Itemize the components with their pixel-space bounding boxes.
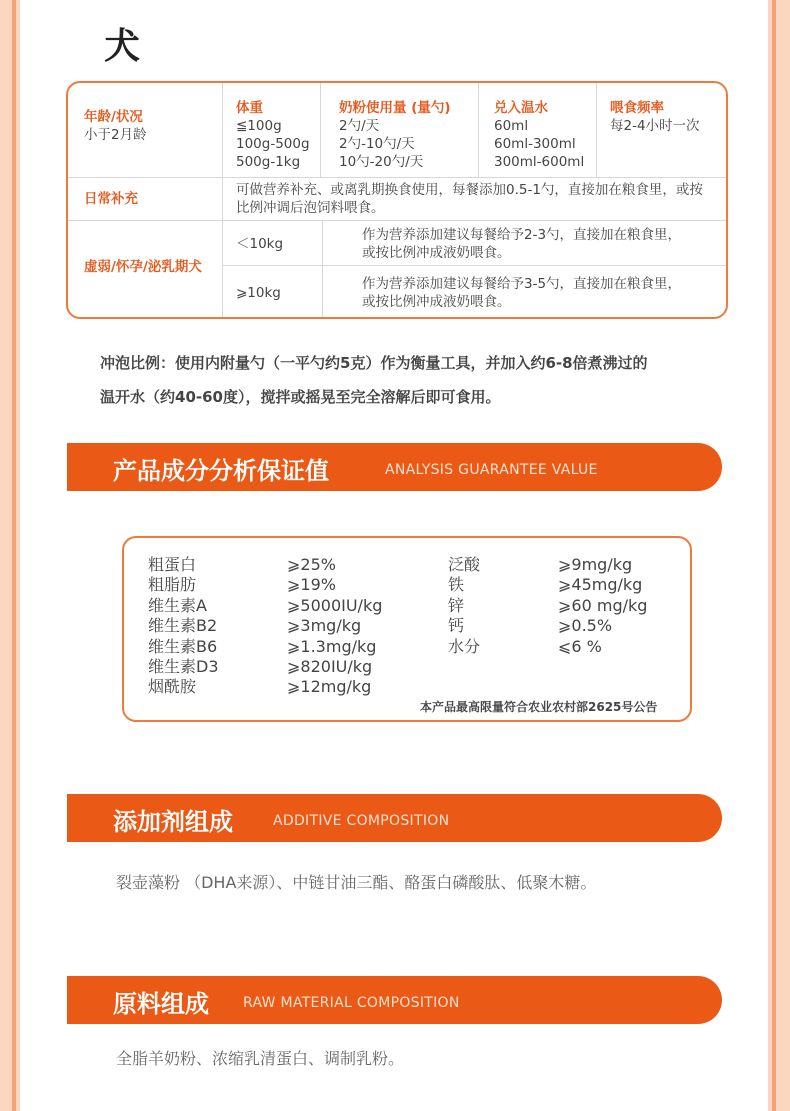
nutrient-name: 锌 xyxy=(448,595,465,615)
frequency-column xyxy=(610,99,700,135)
raw-text: 全脂羊奶粉、浓缩乳清蛋白、调制乳粉。 xyxy=(116,1049,405,1068)
nutrient-name: 维生素D3 xyxy=(148,657,219,677)
water-value: 60ml-300ml xyxy=(494,136,576,152)
raw-title-en: RAW MATERIAL COMPOSITION xyxy=(243,995,460,1011)
table-divider xyxy=(68,177,726,178)
water-value: 60ml xyxy=(494,118,529,134)
nutrient-value: ⩾5000IU/kg xyxy=(287,595,383,615)
weight-value: ≦100g xyxy=(236,118,282,134)
nutrient-value: ⩾9mg/kg xyxy=(558,555,633,574)
nutrient-value: ⩾12mg/kg xyxy=(287,677,372,697)
age-value: 小于2月龄 xyxy=(84,127,147,143)
nutrient-name: 粗蛋白 xyxy=(148,555,197,574)
nutrient-name: 泛酸 xyxy=(448,555,481,574)
nutrient-value: ⩽6 % xyxy=(558,636,602,656)
scoops-value: 2勺/天 xyxy=(339,118,380,134)
weak-under-text xyxy=(362,226,681,262)
weight-value: 100g-500g xyxy=(236,136,310,152)
analysis-right-names xyxy=(448,555,480,657)
table-divider xyxy=(322,221,323,317)
left-edge-stripe xyxy=(12,0,16,1111)
daily-label: 日常补充 xyxy=(84,191,138,207)
scoops-column xyxy=(339,99,451,171)
raw-banner xyxy=(67,976,722,1024)
weak-under-line: 作为营养添加建议每餐给予2-3勺，直接加在粮食里， xyxy=(362,227,682,243)
nutrient-value: ⩾820IU/kg xyxy=(287,657,373,677)
nutrient-name: 钙 xyxy=(448,616,465,636)
mixing-note-line: 冲泡比例：使用内附量勺（一平勺约5克）作为衡量工具，并加入约6-8倍煮沸过的 xyxy=(100,354,648,372)
nutrient-name: 烟酰胺 xyxy=(148,677,197,697)
additive-title: 添加剂组成 xyxy=(113,808,233,836)
analysis-title: 产品成分分析保证值 xyxy=(113,457,329,485)
weak-over-weight: ⩾10kg xyxy=(236,285,281,301)
header-weight: 体重 xyxy=(236,100,263,116)
analysis-banner xyxy=(67,443,722,491)
weak-over-line: 或按比例冲成液奶喂食。 xyxy=(362,294,511,310)
water-value: 300ml-600ml xyxy=(494,154,585,170)
nutrient-name: 粗脂肪 xyxy=(148,575,197,595)
nutrient-name: 维生素B2 xyxy=(148,616,218,636)
table-divider xyxy=(222,83,223,317)
weak-over-text xyxy=(362,275,681,311)
weak-under-weight: ＜10kg xyxy=(236,236,284,252)
nutrient-name: 维生素A xyxy=(148,595,207,615)
weak-under-line: 或按比例冲成液奶喂食。 xyxy=(362,245,511,261)
nutrient-name: 铁 xyxy=(448,575,465,595)
daily-line: 比例冲调后泡饲料喂食。 xyxy=(236,200,385,216)
weight-column xyxy=(236,99,310,171)
scoops-value: 2勺-10勺/天 xyxy=(339,136,415,152)
daily-line: 可做营养补充、或离乳期换食使用，每餐添加0.5-1勺，直接加在粮食里，或按 xyxy=(236,182,703,198)
frequency-value: 每2-4小时一次 xyxy=(610,118,700,134)
analysis-left-values xyxy=(287,555,382,698)
nutrient-value: ⩾1.3mg/kg xyxy=(287,636,377,656)
weak-over-line: 作为营养添加建议每餐给予3-5勺，直接加在粮食里， xyxy=(362,276,682,292)
nutrient-value: ⩾0.5% xyxy=(558,616,613,636)
analysis-title-en: ANALYSIS GUARANTEE VALUE xyxy=(385,462,598,478)
additive-banner xyxy=(67,794,722,842)
additive-text: 裂壶藻粉 （DHA来源）、中链甘油三酯、酪蛋白磷酸肽、低聚木糖。 xyxy=(116,873,597,892)
nutrient-value: ⩾3mg/kg xyxy=(287,616,362,636)
nutrient-value: ⩾60 mg/kg xyxy=(558,595,648,615)
right-edge-stripe xyxy=(772,0,776,1111)
nutrient-value: ⩾19% xyxy=(287,575,336,595)
table-divider xyxy=(320,83,321,177)
analysis-footnote: 本产品最高限量符合农业农村部2625号公告 xyxy=(420,700,658,714)
scoops-value: 10勺-20勺/天 xyxy=(339,154,424,170)
header-water: 兑入温水 xyxy=(494,100,548,116)
mixing-note xyxy=(100,346,720,414)
nutrient-value: ⩾25% xyxy=(287,555,336,574)
table-divider xyxy=(596,83,597,177)
analysis-left-names xyxy=(148,555,219,698)
page-title: 犬 xyxy=(104,26,141,67)
header-frequency: 喂食频率 xyxy=(610,100,664,116)
age-column xyxy=(84,108,147,144)
header-scoops: 奶粉使用量 (量勺) xyxy=(339,100,451,116)
nutrient-name: 水分 xyxy=(448,636,481,656)
raw-title: 原料组成 xyxy=(113,990,209,1018)
table-divider xyxy=(68,220,726,221)
nutrient-name: 维生素B6 xyxy=(148,636,218,656)
water-column xyxy=(494,99,584,171)
nutrient-value: ⩾45mg/kg xyxy=(558,575,643,595)
daily-text xyxy=(236,181,703,217)
weight-value: 500g-1kg xyxy=(236,154,301,170)
table-divider xyxy=(478,83,479,177)
additive-title-en: ADDITIVE COMPOSITION xyxy=(273,813,450,829)
analysis-right-values xyxy=(558,555,647,657)
table-divider xyxy=(222,265,726,266)
weak-label: 虚弱/怀孕/泌乳期犬 xyxy=(84,259,202,275)
header-age: 年龄/状况 xyxy=(84,109,143,125)
mixing-note-line: 温开水（约40-60度），搅拌或摇晃至完全溶解后即可食用。 xyxy=(100,388,501,406)
